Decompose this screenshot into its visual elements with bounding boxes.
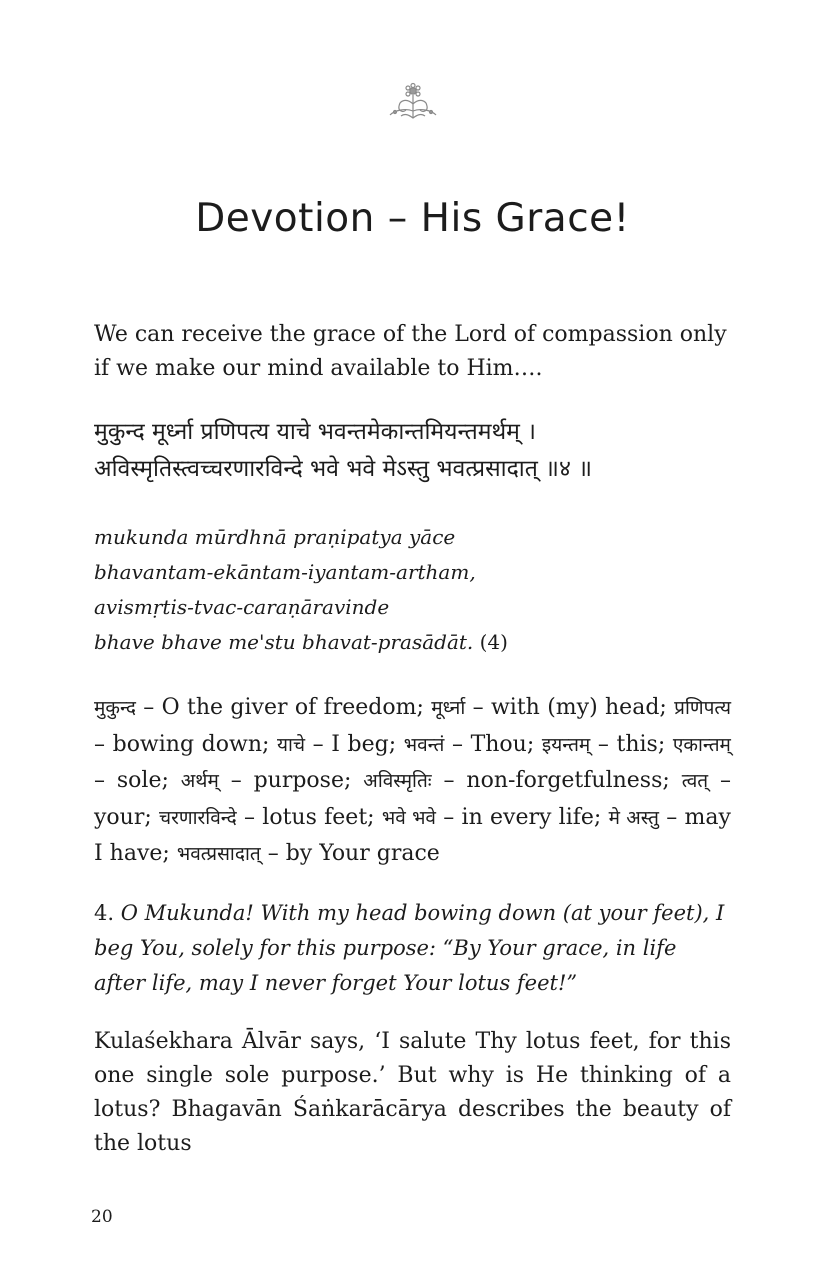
transliteration-line: mukunda mūrdhnā praṇipatya yāce [94, 525, 456, 549]
glossary-term: त्वत् [681, 770, 709, 792]
glossary-meaning: – by Your grace [267, 841, 440, 866]
glossary-meaning: – sole; [94, 768, 169, 793]
glossary-meaning: – Thou; [451, 731, 535, 757]
glossary-term: भवन्तं [403, 733, 445, 756]
glossary-meaning: – in every life; [443, 804, 602, 830]
glossary-meaning: – with (my) head; [472, 695, 667, 720]
glossary-meaning: – may I have; [94, 804, 731, 866]
glossary-meaning: – O the giver of freedom; [143, 695, 424, 720]
glossary-term: चरणारविन्दे [159, 806, 237, 829]
page-number: 20 [91, 1207, 113, 1227]
transliteration-line-text: bhave bhave me'stu bhavat-prasādāt. [94, 630, 474, 654]
glossary-meaning: – bowing down; [94, 731, 270, 757]
glossary-term: भवत्प्रसादात् [176, 843, 261, 865]
translation-text: O Mukunda! With my head bowing down (at your feet), I beg You, solely for this purpose: “By Your grace, in life after life, may I never forget Your lotus feet!” [94, 901, 725, 995]
transliteration-line [94, 625, 731, 660]
glossary-term: इयन्तम् [541, 733, 591, 756]
word-glossary [94, 690, 731, 873]
glossary-term: अविस्मृतिः [363, 770, 432, 792]
body-paragraph: Kulaśekhara Ālvār says, ‘I salute Thy lotus feet, for this one single sole purpose.’ But why is He thinking of a lotus? Bhagavān Śaṅkarācārya describes the beauty of the lotus [94, 1029, 731, 1156]
glossary-term: अर्थम् [180, 770, 219, 792]
intro-paragraph: We can receive the grace of the Lord of compassion only if we make our mind available to Him…. [94, 322, 727, 381]
verse-line: अविस्मृतिस्त्वच्चरणारविन्दे भवे भवे मेऽस्तु भवत्प्रसादात् ॥४ ॥ [94, 456, 593, 482]
glossary-meaning: – lotus feet; [244, 804, 375, 830]
verse-line: मुकुन्द मूर्ध्ना प्रणिपत्य याचे भवन्तमेकान्तमियन्तमर्थम् । [94, 419, 536, 445]
verse-number: (4) [479, 630, 508, 654]
glossary-term: भवे भवे [381, 806, 436, 829]
glossary-meaning: – purpose; [230, 768, 352, 793]
sanskrit-verse [94, 414, 731, 488]
floral-ornament-icon [387, 82, 439, 122]
glossary-term: मूर्ध्ना [431, 697, 466, 719]
transliteration-line: bhavantam-ekāntam-iyantam-artham, [94, 560, 476, 584]
glossary-meaning: – I beg; [312, 731, 397, 757]
glossary-term: मे अस्तु [608, 806, 660, 829]
verse-translation [94, 896, 731, 1001]
glossary-term: याचे [277, 733, 306, 756]
glossary-meaning: – non-forgetfulness; [443, 768, 670, 793]
glossary-term: एकान्तम् [672, 733, 731, 756]
page-title: Devotion – His Grace! [195, 196, 630, 241]
translation-number: 4. [94, 901, 115, 925]
glossary-meaning: – this; [597, 731, 666, 757]
glossary-meaning: – your; [94, 768, 732, 830]
transliteration [94, 520, 731, 660]
glossary-term: मुकुन्द [94, 697, 136, 719]
transliteration-line: avismṛtis-tvac-caraṇāravinde [94, 595, 390, 619]
glossary-term: प्रणिपत्य [674, 697, 731, 719]
